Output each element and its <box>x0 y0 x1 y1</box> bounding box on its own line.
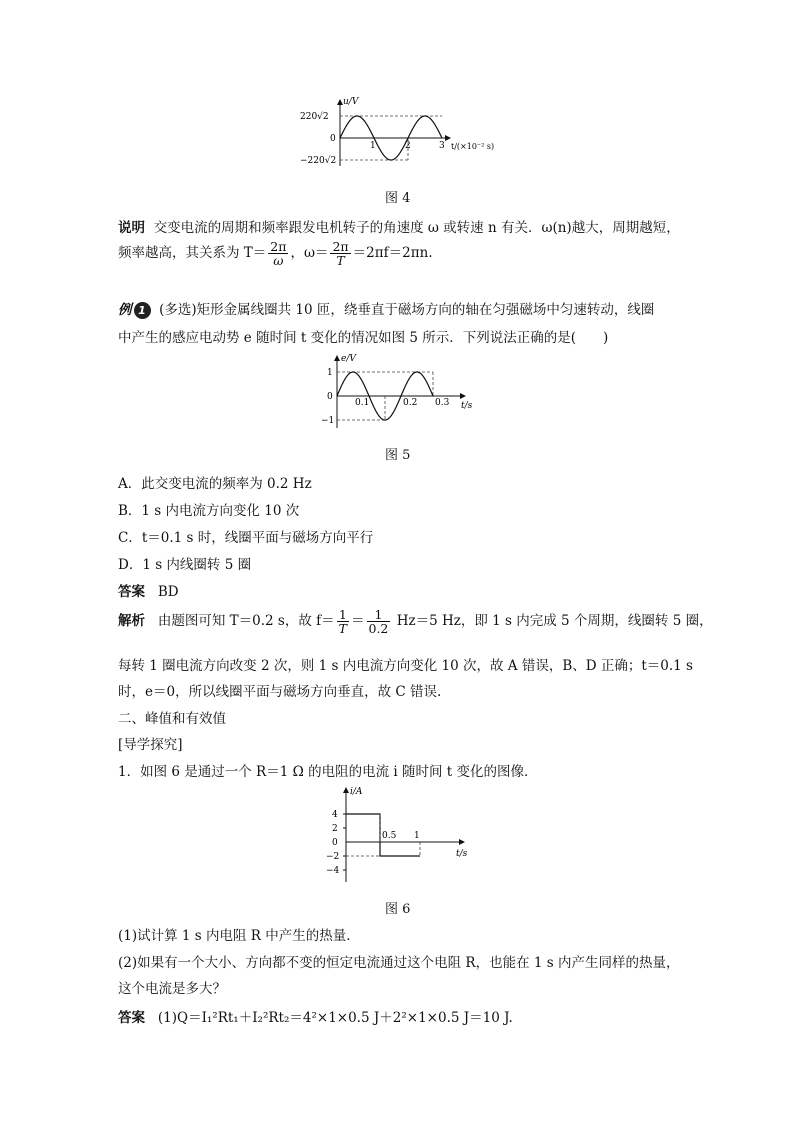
option-a: A．此交变电流的频率为 0.2 Hz <box>118 476 312 492</box>
fraction-2pi-omega: $\frac{2\pi}{\omega}$ <box>270 239 287 269</box>
figure-4-caption: 图 4 <box>385 191 411 206</box>
example-line-1 <box>118 298 654 319</box>
figure-5-graph <box>315 352 485 432</box>
y-top-label: 220√2 <box>300 112 329 122</box>
example-text-1: (多选)矩形金属线圈共 10 匝，绕垂直于磁场方向的轴在匀强磁场中匀速转动，线圈 <box>159 302 655 318</box>
y-tick-neg2: −2 <box>326 852 340 862</box>
y-axis-label: u/V <box>343 97 359 107</box>
option-c: C．t＝0.1 s 时，线圈平面与磁场方向平行 <box>118 530 374 546</box>
y-axis-label: i/A <box>350 787 363 797</box>
y-tick-2: 2 <box>332 824 338 834</box>
x-tick-1: 1 <box>414 831 420 841</box>
x-tick-2: 0.2 <box>403 398 418 408</box>
y-zero-label: 0 <box>330 134 336 144</box>
answer-value: BD <box>157 584 179 600</box>
analysis-label: 解析 <box>118 613 145 630</box>
note-text-2a: 频率越高，其关系为 T＝ <box>118 245 267 262</box>
question-1: 1．如图 6 是通过一个 R＝1 Ω 的电阻的电流 i 随时间 t 变化的图像． <box>118 764 538 780</box>
answer-1 <box>118 580 179 600</box>
example-number-badge: 1 <box>134 302 151 319</box>
analysis-text-1b: Hz＝5 Hz，即 1 s 内完成 5 个周期，线圈转 5 圈， <box>396 613 713 630</box>
y-tick-0: 0 <box>332 838 338 848</box>
sub-question-1: (1)试计算 1 s 内电阻 R 中产生的热量． <box>118 928 360 944</box>
sub-question-2-line-2: 这个电流是多大？ <box>118 981 226 997</box>
note-text-2b: ，ω＝ <box>290 245 329 262</box>
example-line-2: 中产生的感应电动势 e 随时间 t 变化的情况如图 5 所示．下列说法正确的是( ) <box>118 330 609 346</box>
figure-6-graph <box>318 784 478 884</box>
answer-label: 答案 <box>118 584 145 600</box>
note-line-1 <box>118 216 680 236</box>
y-zero-label: 0 <box>327 392 333 402</box>
answer-2 <box>118 1006 513 1026</box>
x-tick-3: 0.3 <box>435 398 450 408</box>
y-tick-neg4: −4 <box>326 866 340 876</box>
figure-4-graph <box>300 94 510 174</box>
note-text-1: 交变电流的周期和频率跟发电机转子的角速度 ω 或转速 n 有关．ω(n)越大，周期越短， <box>153 220 680 236</box>
note-label: 说明 <box>118 220 145 236</box>
x-tick-1: 0.1 <box>355 398 370 408</box>
x-tick-0.5: 0.5 <box>382 831 397 841</box>
example-label: 例 <box>118 302 132 318</box>
y-axis-label: e/V <box>341 354 356 364</box>
fraction-1-0.2: $\frac{1}{0.2}$ <box>368 607 389 637</box>
x-tick-3: 3 <box>439 141 445 151</box>
note-line-2 <box>118 240 433 267</box>
figure-6-caption: 图 6 <box>385 902 411 917</box>
y-bottom-label: −220√2 <box>300 156 337 166</box>
fraction-1-T: $\frac{1}{T}$ <box>338 607 347 637</box>
x-axis-label: t/(×10⁻² s) <box>451 142 495 151</box>
x-axis-label: t/s <box>456 849 468 859</box>
x-tick-1: 1 <box>370 141 376 151</box>
y-top-label: 1 <box>327 368 333 378</box>
analysis-line-2: 每转 1 圈电流方向改变 2 次，则 1 s 内电流方向变化 10 次，故 A 错误，B、D 正确；t＝0.1 s <box>118 658 693 674</box>
fraction-2pi-T: $\frac{2\pi}{T}$ <box>332 239 349 269</box>
sub-question-2-line-1: (2)如果有一个大小、方向都不变的恒定电流通过这个电阻 R，也能在 1 s 内产生同样的热量， <box>118 955 680 971</box>
analysis-line-1: 解析 由题图可知 T＝0.2 s，故 f＝ $\frac{1}{T}$ ＝ $\frac{1}{0.2}$ Hz＝5 Hz，即 1 s 内完成 5 个周期，线圈转 5 圈， <box>118 607 713 637</box>
section-heading: 二、峰值和有效值 <box>118 711 226 727</box>
note-text-2c: ＝2πf＝2πn. <box>352 245 433 262</box>
analysis-line-3: 时，e＝0，所以线圈平面与磁场方向垂直，故 C 错误. <box>118 684 442 700</box>
y-bottom-label: −1 <box>321 416 335 426</box>
y-tick-4: 4 <box>332 810 338 820</box>
analysis-text-1a: 由题图可知 T＝0.2 s，故 f＝ <box>157 613 335 630</box>
figure-5-caption: 图 5 <box>385 448 411 463</box>
answer-label: 答案 <box>118 1010 145 1026</box>
option-d: D．1 s 内线圈转 5 圈 <box>118 557 252 573</box>
option-b: B．1 s 内电流方向变化 10 次 <box>118 503 300 519</box>
guide-heading: [导学探究] <box>118 737 183 753</box>
answer-value: (1)Q＝I₁²Rt₁＋I₂²Rt₂＝4²×1×0.5 J＋2²×1×0.5 J＝10 J. <box>157 1010 513 1026</box>
x-axis-label: t/s <box>461 401 473 411</box>
x-tick-2: 2 <box>405 141 411 151</box>
